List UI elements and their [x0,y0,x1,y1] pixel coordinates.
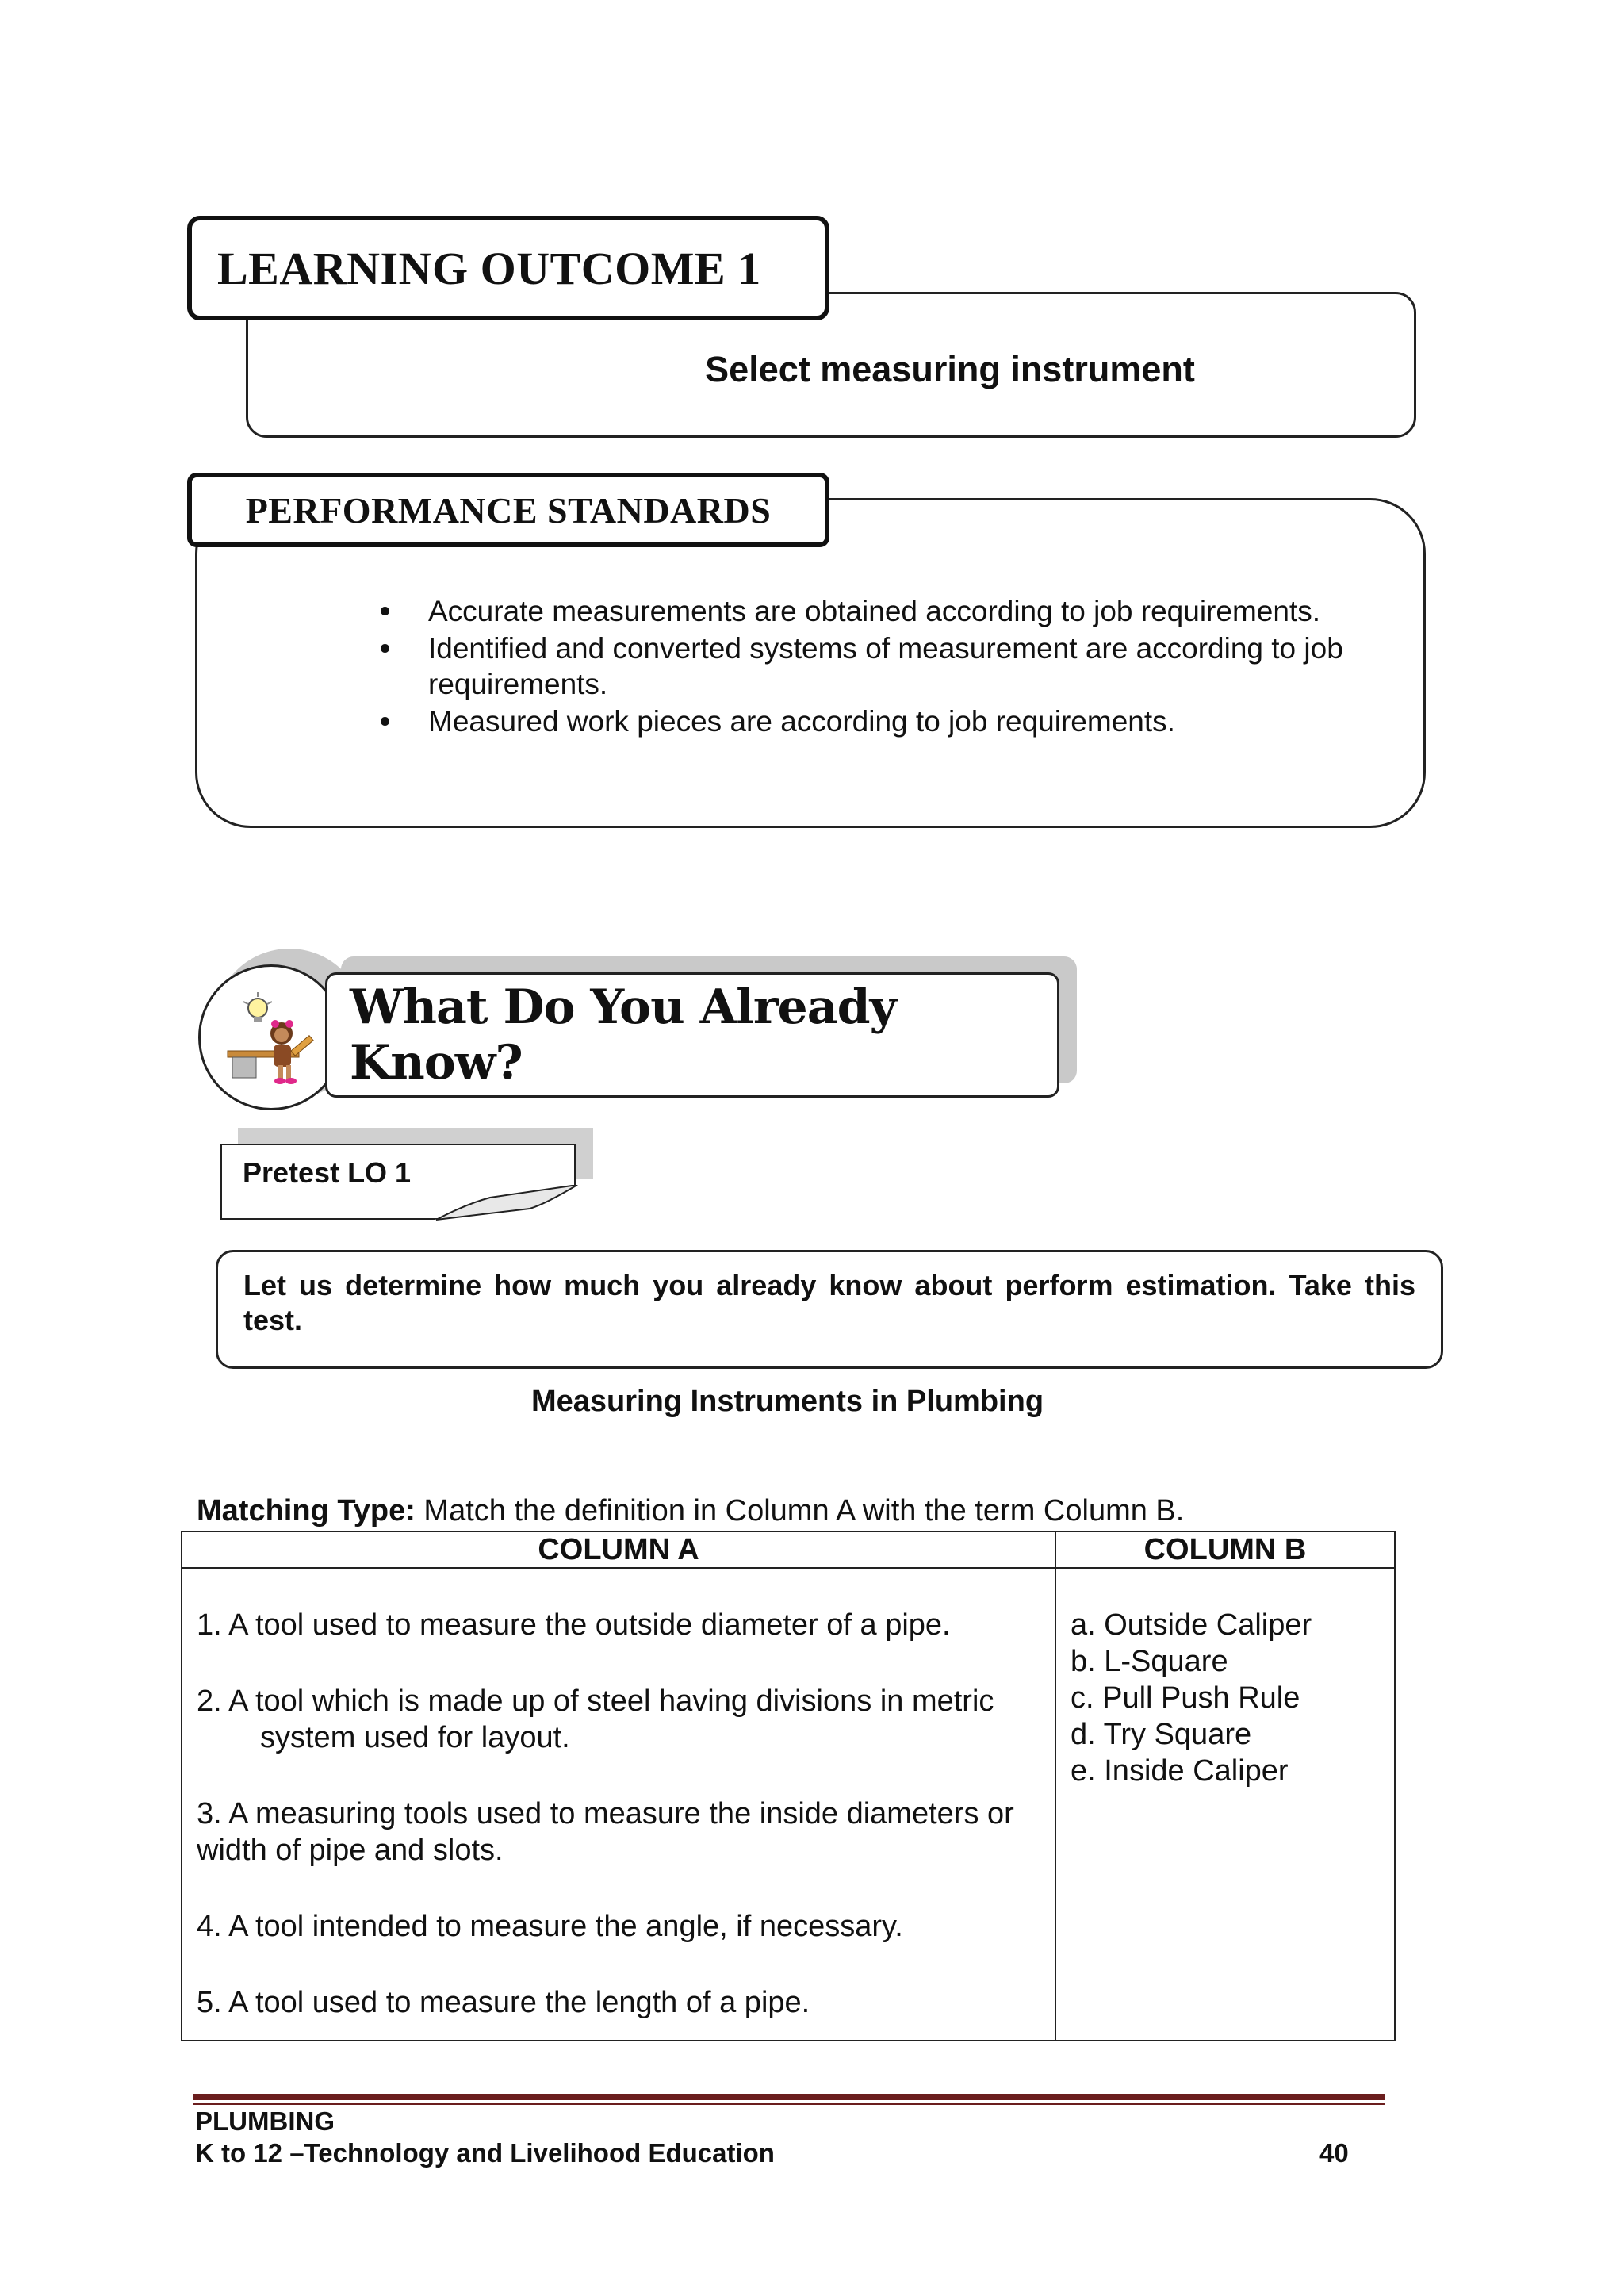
question-2-line-2: system used for layout. [260,1721,570,1754]
matching-table [181,1531,1396,2041]
question-3: 3. A measuring tools used to measure the inside diameters or width of pipe and slots. [197,1797,1014,1867]
section-title: Measuring Instruments in Plumbing [530,1385,1044,1418]
question-1: 1. A tool used to measure the outside diameter of a pipe. [197,1608,951,1642]
performance-standards-list [373,593,1372,741]
question-2 [197,1683,1040,1756]
footer-divider [193,2094,1385,2100]
learning-outcome-subtitle: Select measuring instrument [705,349,1195,389]
footer-subject: PLUMBING [195,2106,335,2136]
footer-divider-thin [193,2103,1385,2105]
performance-standards-title: PERFORMANCE STANDARDS [187,473,829,547]
what-do-you-know-title: What Do You Already Know? [325,972,1059,1098]
column-b-header: COLUMN B [1055,1531,1395,1568]
list-item: Identified and converted systems of measurement are according to job requirements. [373,631,1372,702]
matching-instruction-text: Match the definition in Column A with the term Column B. [415,1494,1185,1527]
option-a: a. Outside Caliper [1071,1608,1312,1642]
page-curl-icon [435,1185,579,1221]
question-4: 4. A tool intended to measure the angle, if necessary. [197,1910,903,1943]
column-a-cell [182,1568,1055,2041]
footer-course: K to 12 –Technology and Livelihood Education [195,2138,775,2168]
learning-outcome-title: LEARNING OUTCOME 1 [187,216,829,320]
question-2-line-1: 2. A tool which is made up of steel having divisions in metric [197,1685,994,1718]
list-item: Accurate measurements are obtained according to job requirements. [373,593,1372,629]
option-b: b. L-Square [1071,1645,1228,1678]
question-5: 5. A tool used to measure the length of a pipe. [197,1986,810,2019]
column-a-header: COLUMN A [182,1531,1055,1568]
option-e: e. Inside Caliper [1071,1754,1289,1788]
matching-label: Matching Type: [197,1494,416,1527]
pretest-label: Pretest LO 1 [243,1156,412,1189]
list-item: Measured work pieces are according to job requirements. [373,703,1372,739]
column-b-cell [1055,1568,1395,2041]
option-c: c. Pull Push Rule [1071,1681,1300,1715]
matching-instruction [197,1494,1184,1528]
page-number: 40 [1320,2138,1349,2168]
student-at-desk-icon [198,964,344,1110]
instructions-box: Let us determine how much you already know about perform estimation. Take this test. [216,1250,1443,1369]
option-d: d. Try Square [1071,1718,1252,1751]
